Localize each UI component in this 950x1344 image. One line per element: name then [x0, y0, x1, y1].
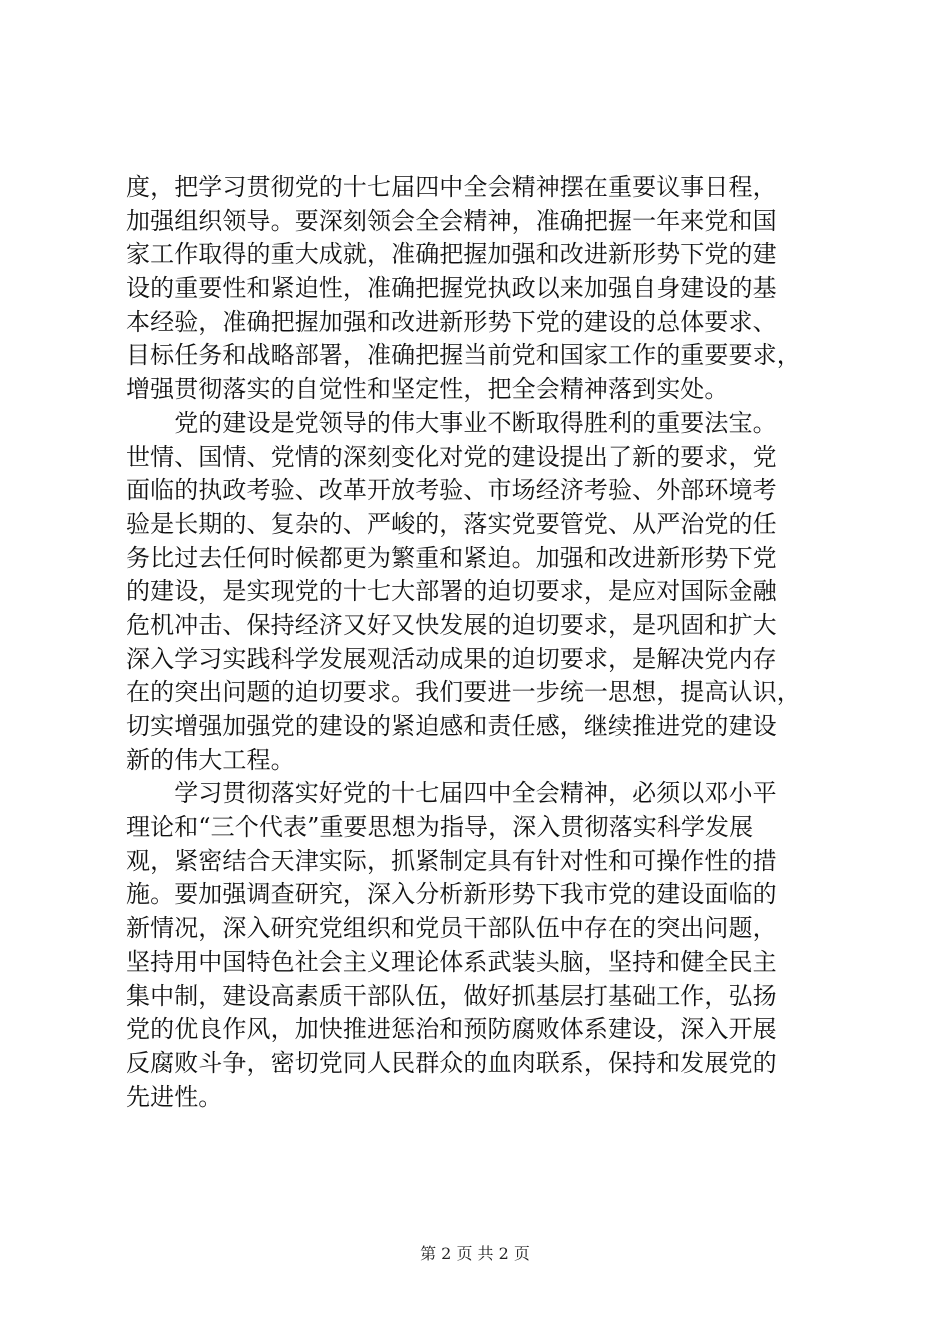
text-line: 切实增强加强党的建设的紧迫感和责任感，继续推进党的建设 [126, 712, 777, 740]
text-line: 先进性。 [126, 1082, 223, 1111]
text-line: 设的重要性和紧迫性，准确把握党执政以来加强自身建设的基 [126, 274, 777, 303]
text-line: 在的突出问题的迫切要求。我们要进一步统一思想，提高认识， [126, 678, 801, 707]
text-line: 家工作取得的重大成就，准确把握加强和改进新形势下党的建 [126, 240, 777, 269]
text-line: 观，紧密结合天津实际，抓紧制定具有针对性和可操作性的措 [126, 846, 777, 875]
text-line: 党的优良作风，加快推进惩治和预防腐败体系建设，深入开展 [126, 1015, 777, 1044]
text-line: 理论和“三个代表”重要思想为指导，深入贯彻落实科学发展 [126, 813, 754, 842]
text-line: 施。要加强调查研究，深入分析新形势下我市党的建设面临的 [126, 880, 777, 909]
page-footer [0, 1244, 950, 1264]
text-line: 坚持用中国特色社会主义理论体系武装头脑，坚持和健全民主 [126, 947, 777, 976]
text-line: 增强贯彻落实的自觉性和坚定性，把全会精神落到实处。 [126, 375, 729, 404]
text-line: 度，把学习贯彻党的十七届四中全会精神摆在重要议事日程， [126, 173, 777, 201]
text-line: 新的伟大工程。 [126, 745, 295, 774]
text-line: 深入学习实践科学发展观活动成果的迫切要求，是解决党内存 [126, 644, 777, 673]
text-line: 新情况，深入研究党组织和党员干部队伍中存在的突出问题， [126, 914, 777, 943]
text-line: 验是长期的、复杂的、严峻的，落实党要管党、从严治党的任 [126, 509, 777, 538]
text-line: 面临的执政考验、改革开放考验、市场经济考验、外部环境考 [126, 476, 777, 505]
text-line: 务比过去任何时候都更为繁重和紧迫。加强和改进新形势下党 [126, 543, 777, 572]
text-line: 目标任务和战略部署，准确把握当前党和国家工作的重要要求， [126, 341, 801, 370]
text-line: 加强组织领导。要深刻领会全会精神，准确把握一年来党和国 [126, 206, 777, 235]
text-line: 反腐败斗争，密切党同人民群众的血肉联系，保持和发展党的 [126, 1048, 777, 1077]
text-line: 世情、国情、党情的深刻变化对党的建设提出了新的要求，党 [126, 442, 777, 471]
page-number-label: 第 2 页 共 2 页 [420, 1244, 530, 1263]
text-line: 本经验，准确把握加强和改进新形势下党的建设的总体要求、 [126, 307, 777, 336]
text-line: 党的建设是党领导的伟大事业不断取得胜利的重要法宝。 [126, 408, 777, 437]
text-line: 的建设，是实现党的十七大部署的迫切要求，是应对国际金融 [126, 577, 777, 606]
text-line: 集中制，建设高素质干部队伍，做好抓基层打基础工作，弘扬 [126, 981, 777, 1010]
text-line: 学习贯彻落实好党的十七届四中全会精神，必须以邓小平 [126, 779, 777, 808]
text-line: 危机冲击、保持经济又好又快发展的迫切要求，是巩固和扩大 [126, 610, 777, 639]
body-text [126, 171, 844, 1114]
